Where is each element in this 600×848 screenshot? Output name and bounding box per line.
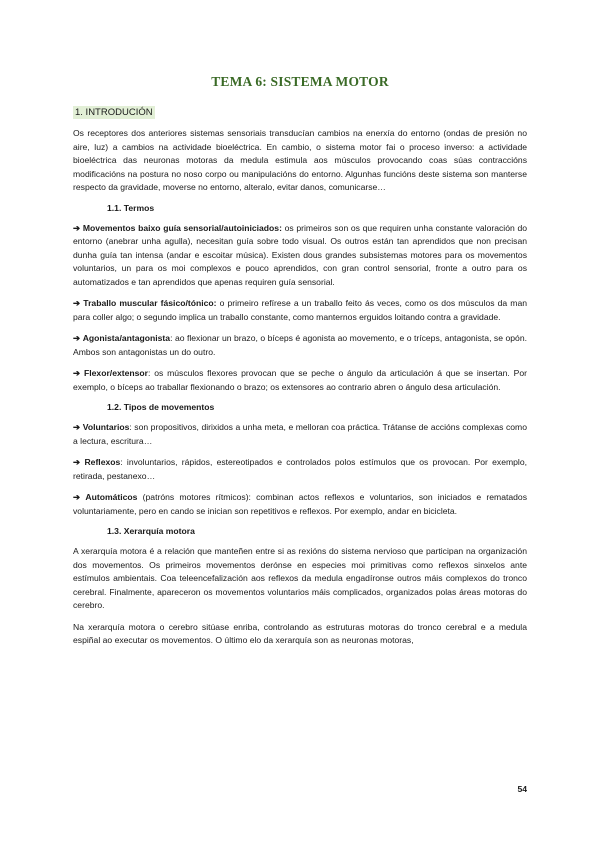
section-heading-introducion: 1. INTRODUCIÓN [75,107,153,118]
term-label: Traballo muscular fásico/tónico: [83,298,217,308]
list-item [73,222,527,290]
subsection-heading-xerarquia: 1.3. Xerarquía motora [107,526,195,536]
term-description: : os músculos flexores provocan que se peche o ángulo da articulación á que se insertan. Por exemplo, o bíceps ao traballar flexionando o brazo; os extensores ao contrario abren o ángulo desa articulación. [73,368,527,392]
intro-paragraph: Os receptores dos anteriores sistemas sensoriais transducían cambios na enerxía do entorno (ondas de presión no aire, luz) a cambios na actividade bioeléctrica. En cambio, o sistema motor fai o proceso inverso: a actividade bioeléctrica das neuronas motoras da medula estimula aos músculos provocando coas súas contraccións modificacións na postura no noso corpo ou manipulacións do entorno. Algunhas funcións deste sistema son manterse respecto da gravidade, moverse no entorno, alteralo, evitar danos, comunicarse… [73,128,527,192]
term-description: : son propositivos, dirixidos a unha meta, e melloran coa práctica. Trátanse de accións complexas como a lectura, escritura… [73,422,527,446]
list-item [73,367,527,394]
list-item [73,297,527,324]
term-label: Agonista/antagonista [82,333,171,343]
arrow-icon: ➔ [73,492,81,502]
term-description: (patróns motores rítmicos): combinan actos reflexos e voluntarios, son iniciados e rematados voluntariamente, pero en cando se inician son repetitivos e reflexos. Por exemplo, andar en bicicleta. [73,492,528,516]
term-description: o primeiro refírese a un traballo feito ás veces, como os dos músculos da man para coller algo; o segundo implica un traballo constante, como manternos erguidos loitando contra a gravidade. [73,298,528,322]
xerarquia-paragraph-2: Na xerarquía motora o cerebro sitúase enriba, controlando as estruturas motoras do tronco cerebral e a medula espiñal ao executar os movementos. O último elo da xerarquía son as neuronas motoras, [73,621,527,645]
xerarquia-paragraph-1: A xerarquía motora é a relación que manteñen entre si as rexións do sistema nervioso que participan na organización dos movementos. Os primeiros movementos derónse en especies moi primitivas como reflexos sinxelos ante estímulos ambientais. Coa teleencefalización aos reflexos da medula engadíronse outros máis complexos do tronco cerebral. Finalmente, apareceron os movementos voluntarios máis complicados, organizados polas áreas motoras do cerebro. [73,546,527,610]
term-description: : ao flexionar un brazo, o bíceps é agonista ao movemento, e o tríceps, antagonista, se opón. Ambos son antagonistas un do outro. [73,333,527,357]
page-title: TEMA 6: SISTEMA MOTOR [211,74,389,89]
subsection-heading-tipos: 1.2. Tipos de movementos [107,402,215,412]
term-label: Reflexos [84,457,121,467]
list-item [73,456,527,483]
arrow-icon: ➔ [73,298,81,308]
term-label: Movementos baixo guía sensorial/autoiniciados: [82,222,282,233]
arrow-icon: ➔ [73,457,81,467]
term-label: Automáticos [85,492,138,502]
term-description: os primeiros son os que requiren unha constante valoración do entorno (anebrar unha agulla), necesitan guía sobre todo visual. Os outros están tan aprendidos que non precisan dunha guía tan intensa (andar e escoitar música). Existen dous grandes subsistemas motores para os movementos voluntarios, un para os moi complexos e pouco aprendidos, con gran control sensorial, fronte a outro para os automatizados e tan aprendidos que apenas requiren guía sensorial. [73,222,528,287]
page-number: 54 [517,784,527,794]
arrow-icon: ➔ [73,422,81,432]
list-item [73,491,527,518]
arrow-icon: ➔ [73,222,81,233]
subsection-heading-termos: 1.1. Termos [107,202,155,213]
term-label: Flexor/extensor [84,368,149,378]
term-label: Voluntarios [82,422,130,432]
list-item [73,332,527,359]
list-item [73,421,527,448]
arrow-icon: ➔ [73,368,81,378]
arrow-icon: ➔ [73,333,81,343]
term-description: : involuntarios, rápidos, estereotipados e controlados polos estímulos que os provocan. Por exemplo, retirada, pestanexo… [73,457,527,481]
